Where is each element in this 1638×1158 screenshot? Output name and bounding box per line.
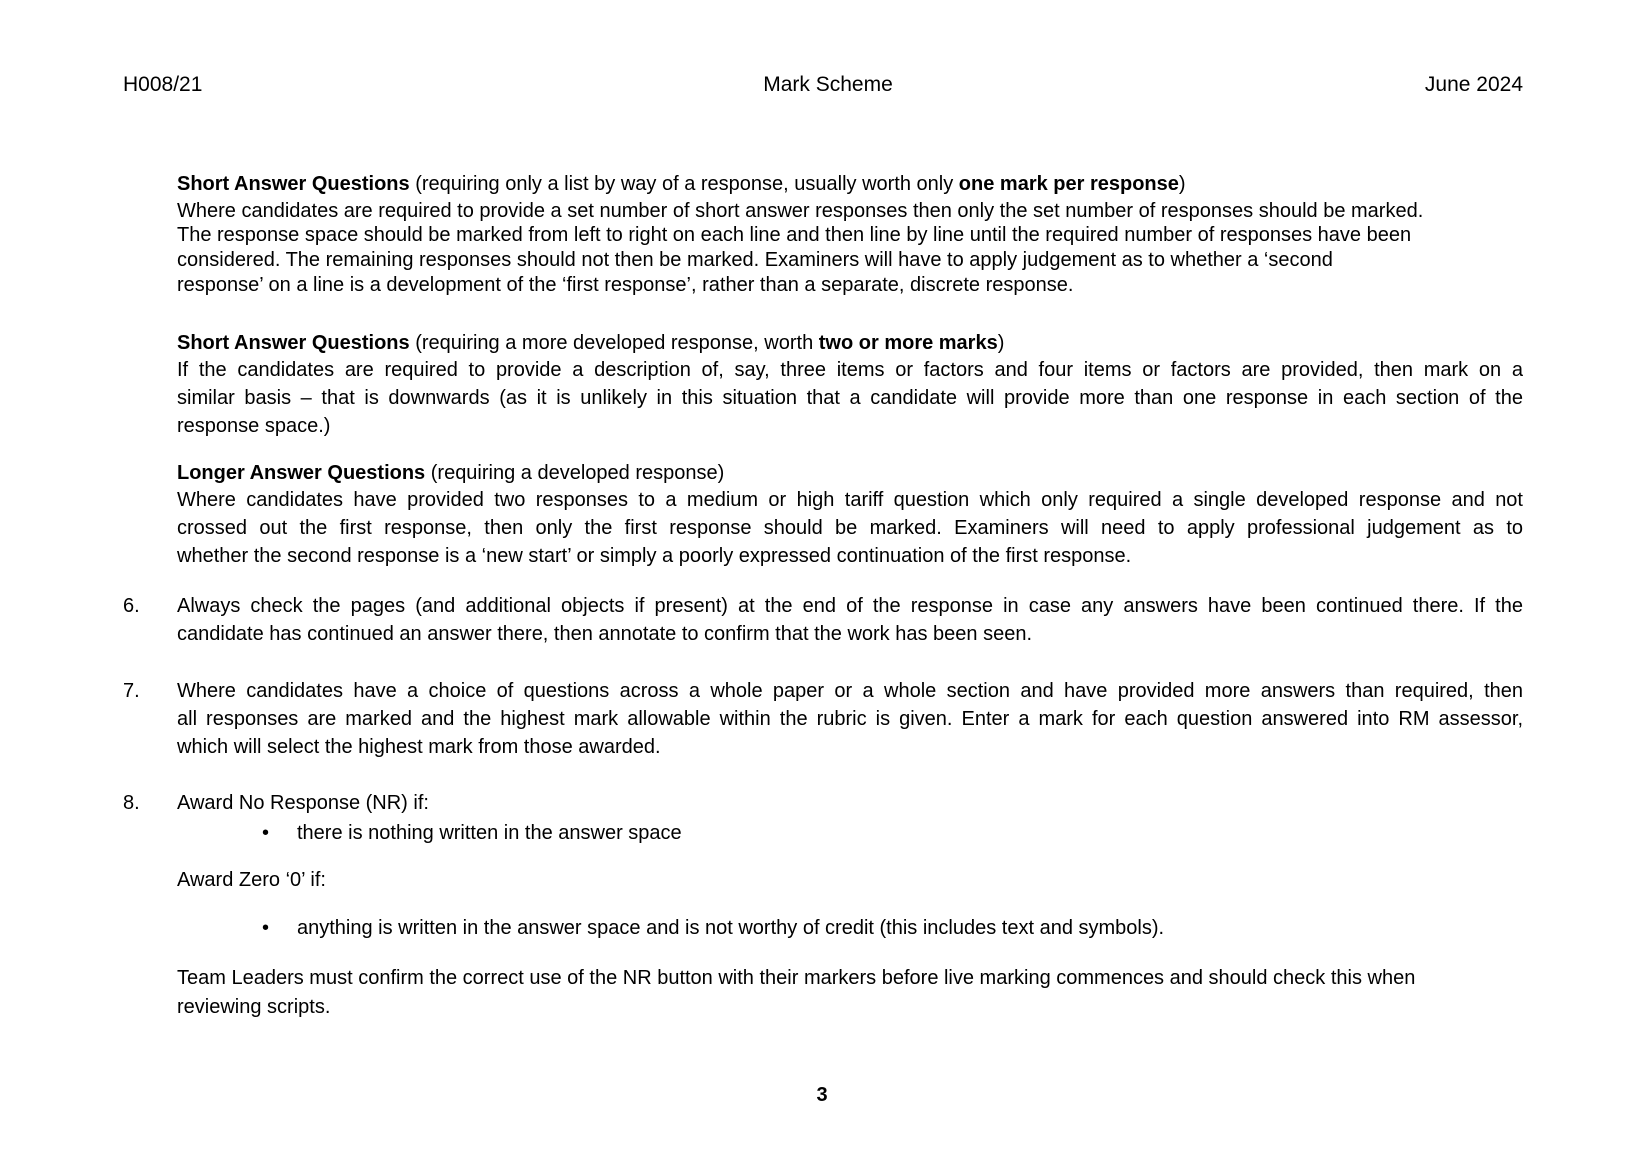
section-heading <box>177 172 1523 197</box>
section-longer-answer <box>177 461 1523 570</box>
text-line: crossed out the first response, then only the first response should be marked. Examiners will need to apply professional judgement as to <box>177 516 1523 539</box>
bullet-icon: • <box>262 917 270 939</box>
heading-bold: one mark per response <box>958 173 1179 195</box>
text-line: response’ on a line is a development of the ‘first response’, rather than a separate, discrete response. <box>177 273 1074 296</box>
text-line: all responses are marked and the highest mark allowable within the rubric is given. Enter a mark for each question answered into RM assessor, <box>177 708 1523 730</box>
text-line: reviewing scripts. <box>177 996 331 1018</box>
text-line: response space.) <box>177 414 331 437</box>
text-line: The response space should be marked from left to right on each line and then line by line until the required number of responses have been <box>177 224 1412 247</box>
text-line: If the candidates are required to provide a description of, say, three items or factors and four items or factors are provided, then mark on a <box>177 358 1523 381</box>
section-heading <box>177 331 1523 356</box>
text-line: Where candidates are required to provide a set number of short answer responses then only the set number of responses should be marked. <box>177 199 1424 222</box>
heading-text: (requiring a more developed response, worth <box>409 332 819 354</box>
text-line: whether the second response is a ‘new start’ or simply a poorly expressed continuation of the first response. <box>177 544 1132 567</box>
header-code: H008/21 <box>123 73 203 96</box>
text-line: Where candidates have a choice of questions across a whole paper or a whole section and have provided more answers than required, then <box>177 680 1523 702</box>
section-short-answer-list <box>177 172 1523 297</box>
page-number: 3 <box>816 1084 828 1106</box>
heading-text: ) <box>997 332 1005 354</box>
heading-bold: Short Answer Questions <box>177 332 410 354</box>
header-date: June 2024 <box>1424 73 1523 96</box>
heading-text: (requiring only a list by way of a response, usually worth only <box>409 173 959 195</box>
header-title: Mark Scheme <box>763 73 893 96</box>
text-line: Always check the pages (and additional objects if present) at the end of the response in case any answers have been continued there. If the <box>177 595 1523 617</box>
heading-bold: two or more marks <box>818 332 998 354</box>
text-line: candidate has continued an answer there, then annotate to confirm that the work has been seen. <box>177 623 1033 645</box>
heading-bold: Short Answer Questions <box>177 173 410 195</box>
team-leaders-note <box>177 964 1523 1022</box>
section-heading <box>177 461 1523 486</box>
bullet-icon: • <box>262 822 270 844</box>
bullet-text: anything is written in the answer space and is not worthy of credit (this includes text and symbols). <box>297 917 1165 939</box>
item-8-text: Award No Response (NR) if: <box>177 792 429 814</box>
item-6 <box>177 592 1523 648</box>
item-number: 7. <box>123 680 140 702</box>
bullet-text: there is nothing written in the answer space <box>297 822 682 844</box>
text-line: which will select the highest mark from those awarded. <box>177 736 661 758</box>
heading-text: ) <box>1178 173 1186 195</box>
text-line: similar basis – that is downwards (as it is unlikely in this situation that a candidate will provide more than one response in each section of the <box>177 386 1523 409</box>
section-short-answer-developed <box>177 331 1523 440</box>
item-7 <box>177 677 1523 761</box>
text-line: considered. The remaining responses should not then be marked. Examiners will have to apply judgement as to whether a ‘second <box>177 249 1333 272</box>
item-number: 8. <box>123 792 140 814</box>
heading-bold: Longer Answer Questions <box>177 462 426 484</box>
heading-text: (requiring a developed response) <box>425 462 725 484</box>
item-number: 6. <box>123 595 140 617</box>
award-zero-text: Award Zero ‘0’ if: <box>177 869 326 891</box>
text-line: Where candidates have provided two responses to a medium or high tariff question which only required a single developed response and not <box>177 488 1523 511</box>
text-line: Team Leaders must confirm the correct use of the NR button with their markers before live marking commences and should check this when <box>177 967 1416 989</box>
